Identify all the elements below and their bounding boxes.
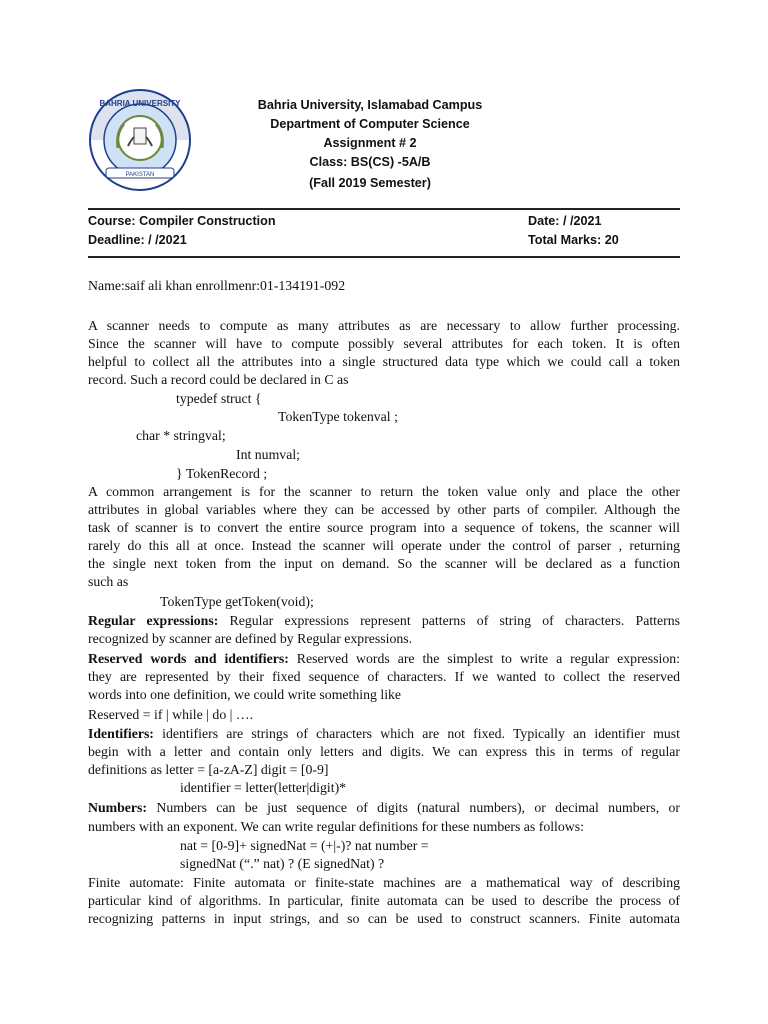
reserved-line xyxy=(88,650,680,668)
paragraph-line: recognized by scanner are defined by Regular expressions. xyxy=(88,631,413,646)
regex-line xyxy=(88,612,680,630)
university-name: Bahria University, Islamabad Campus xyxy=(257,98,483,112)
paragraph-line: the single next token from the input on demand. So the scanner will be declared as a function xyxy=(88,556,680,571)
student-info: Name:saif ali khan enrollmenr:01-134191-092 xyxy=(88,278,346,293)
numbers-definition: nat = [0-9]+ signedNat = (+|-)? nat number = xyxy=(180,838,429,853)
identifiers-heading: Identifiers: xyxy=(88,726,154,741)
code-line: char * stringval; xyxy=(136,428,226,443)
logo-top-text: BAHRIA UNIVERSITY xyxy=(99,99,181,108)
reserved-definition: Reserved = if | while | do | …. xyxy=(88,707,254,722)
code-line: } TokenRecord ; xyxy=(176,466,268,481)
header-divider-top xyxy=(88,208,680,210)
department-name: Department of Computer Science xyxy=(270,117,470,131)
paragraph-line: words into one definition, we could write something like xyxy=(88,687,402,702)
paragraph-line: Finite automate: Finite automata or finite-state machines are a mathematical way of describing xyxy=(88,875,680,890)
paragraph-line: they are represented by their fixed sequence of characters. If we wanted to collect the reserved xyxy=(88,669,680,684)
paragraph-line: Since the scanner will have to compute possibly several attributes for each token. It is often xyxy=(88,336,680,351)
paragraph-line: task of scanner is to convert the entire source program into a sequence of tokens, the scanner will xyxy=(88,520,680,535)
paragraph-line: recognizing patterns in input strings, and so can be used to construct scanners. Finite automata xyxy=(88,911,680,926)
course-label: Course: Compiler Construction xyxy=(88,214,276,228)
deadline-label: Deadline: / /2021 xyxy=(88,233,187,247)
numbers-definition: signedNat (“.” nat) ? (E signedNat) ? xyxy=(180,856,385,871)
date-label: Date: / /2021 xyxy=(528,214,602,228)
reserved-text: Reserved words are the simplest to write a regular expression: xyxy=(288,651,681,666)
paragraph-line: A scanner needs to compute as many attributes as are necessary to allow further processing. xyxy=(88,318,680,333)
paragraph-line: begin with a letter and contain only letters and digits. We can express this in terms of regular xyxy=(88,744,680,759)
assignment-number: Assignment # 2 xyxy=(323,136,417,150)
code-line: TokenType tokenval ; xyxy=(278,409,398,424)
header-divider-bottom xyxy=(88,256,680,258)
reserved-heading: Reserved words and identifiers: xyxy=(88,651,289,666)
logo-bottom-text: PAKISTAN xyxy=(125,172,155,178)
paragraph-line: record. Such a record could be declared in C as xyxy=(88,372,349,387)
regex-text: Regular expressions represent patterns of string of characters. Patterns xyxy=(218,613,680,628)
identifiers-text: identifiers are strings of characters which are not fixed. Typically an identifier must xyxy=(153,726,680,741)
paragraph-line: such as xyxy=(88,574,129,589)
paragraph-line: A common arrangement is for the scanner to return the token value only and place the other xyxy=(88,484,680,499)
regex-heading: Regular expressions: xyxy=(88,613,219,628)
code-line: typedef struct { xyxy=(176,391,262,406)
numbers-line xyxy=(88,799,680,817)
numbers-text: Numbers can be just sequence of digits (natural numbers), or decimal numbers, or xyxy=(147,800,680,815)
paragraph-line: helpful to collect all the attributes into a single structured data type which we could call a token xyxy=(88,354,680,369)
university-logo xyxy=(88,88,192,192)
header-title-block xyxy=(200,96,540,193)
code-line: Int numval; xyxy=(236,447,300,462)
class-info: Class: BS(CS) -5A/B xyxy=(309,155,431,169)
identifier-definition: identifier = letter(letter|digit)* xyxy=(180,780,347,795)
paragraph-line: attributes in global variables where they can be accessed by other parts of compiler. Although the xyxy=(88,502,680,517)
paragraph-line: rarely do this all at once. Instead the scanner will operate under the control of parser , returning xyxy=(88,538,680,553)
numbers-heading: Numbers: xyxy=(88,800,148,815)
code-line: TokenType getToken(void); xyxy=(160,594,314,609)
paragraph-line: definitions as letter = [a-zA-Z] digit = [0-9] xyxy=(88,762,329,777)
paragraph-line: particular kind of algorithms. In particular, finite automata can be used to describe the process of xyxy=(88,893,680,908)
identifiers-line xyxy=(88,725,680,743)
semester-info: (Fall 2019 Semester) xyxy=(309,176,431,190)
paragraph-line: numbers with an exponent. We can write regular definitions for these numbers as follows: xyxy=(88,819,584,834)
total-marks-label: Total Marks: 20 xyxy=(528,233,619,247)
